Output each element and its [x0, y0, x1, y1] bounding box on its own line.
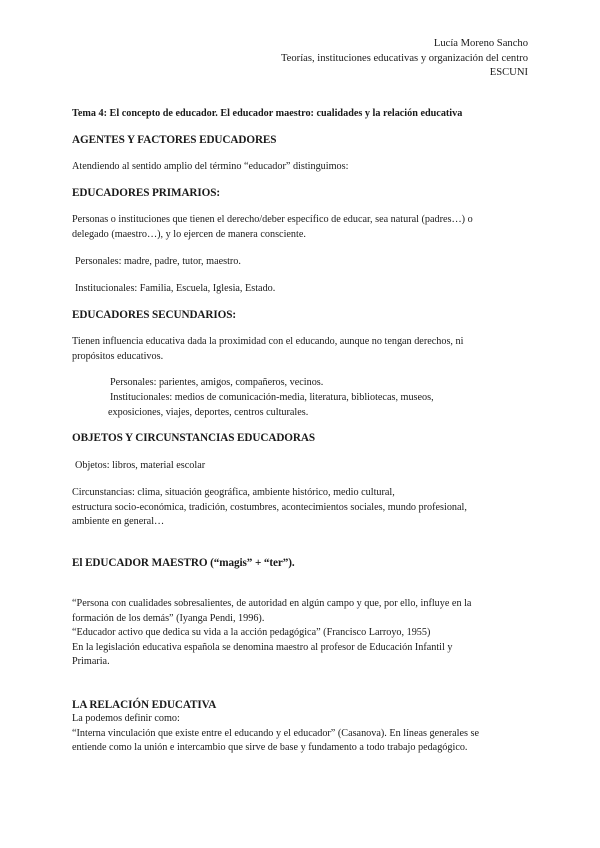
maestro-legislation-line-2: Primaria. [72, 656, 110, 667]
subject-name: Teorías, instituciones educativas y organización del centro [280, 52, 528, 64]
relacion-quote-line-1: “Interna vinculación que existe entre el educando y el educador” (Casanova). En líneas generales se [72, 727, 480, 739]
secundarios-inst-line-2: exposiciones, viajes, deportes, centros culturales. [108, 406, 309, 418]
objetos-line: Objetos: libros, material escolar [75, 460, 206, 471]
maestro-quote-2: “Educador activo que dedica su vida a la acción pedagógica” (Francisco Larroyo, 1955) [72, 627, 431, 638]
circunstancias-line-1: Circunstancias: clima, situación geográfica, ambiente histórico, medio cultural, [72, 487, 395, 498]
circunstancias-line-2: estructura socio-económica, tradición, costumbres, acontecimientos sociales, mundo profesional, [72, 501, 467, 513]
primarios-institucionales: Institucionales: Familia, Escuela, Iglesia, Estado. [75, 283, 276, 294]
primarios-personales: Personales: madre, padre, tutor, maestro. [75, 256, 241, 267]
primarios-paragraph [72, 213, 528, 242]
agentes-intro: Atendiendo al sentido amplio del término “educador” distinguimos: [72, 161, 349, 172]
relacion-intro: La podemos definir como: [72, 713, 180, 724]
heading-agentes: AGENTES Y FACTORES EDUCADORES [72, 134, 277, 146]
relacion-paragraph [72, 712, 528, 756]
secundarios-line-1: Tienen influencia educativa dada la proximidad con el educando, aunque no tengan derechos, ni [72, 336, 464, 347]
secundarios-institucionales [72, 391, 528, 420]
maestro-quotes [72, 597, 528, 670]
primarios-line-1: Personas o instituciones que tienen el derecho/deber específico de educar, sea natural (padres…) o [72, 214, 473, 225]
heading-primarios: EDUCADORES PRIMARIOS: [72, 187, 221, 199]
secundarios-paragraph [72, 335, 528, 364]
maestro-quote-1-line-2: formación de los demás” (Iyanga Pendi, 1996). [72, 612, 265, 624]
maestro-legislation-line-1: En la legislación educativa española se denomina maestro al profesor de Educación Infantil y [72, 641, 453, 653]
secundarios-inst-line-1: Institucionales: medios de comunicación-media, literatura, bibliotecas, museos, [110, 392, 434, 403]
maestro-quote-1-line-1: “Persona con cualidades sobresalientes, de autoridad en algún campo y que, por ello, influye en la [72, 598, 472, 609]
heading-relacion: LA RELACIÓN EDUCATIVA [72, 699, 217, 711]
page-header [281, 37, 528, 81]
school-name: ESCUNI [489, 67, 528, 78]
relacion-quote-line-2: entiende como la unión e intercambio que sirve de base y fundamento a todo trabajo pedagógico. [72, 742, 468, 753]
secundarios-personales: Personales: parientes, amigos, compañeros, vecinos. [110, 377, 324, 388]
circunstancias-line-3: ambiente en general… [72, 516, 165, 527]
heading-objetos: OBJETOS Y CIRCUNSTANCIAS EDUCADORAS [72, 432, 315, 444]
heading-maestro: El EDUCADOR MAESTRO (“magis” + “ter”). [72, 557, 295, 569]
author-name: Lucía Moreno Sancho [433, 38, 528, 49]
circunstancias-paragraph [72, 486, 528, 530]
secundarios-line-2: propósitos educativos. [72, 350, 164, 362]
heading-secundarios: EDUCADORES SECUNDARIOS: [72, 309, 236, 321]
topic-title: Tema 4: El concepto de educador. El educador maestro: cualidades y la relación educativa [72, 108, 463, 119]
primarios-line-2: delegado (maestro…), y lo ejercen de manera consciente. [72, 228, 306, 240]
